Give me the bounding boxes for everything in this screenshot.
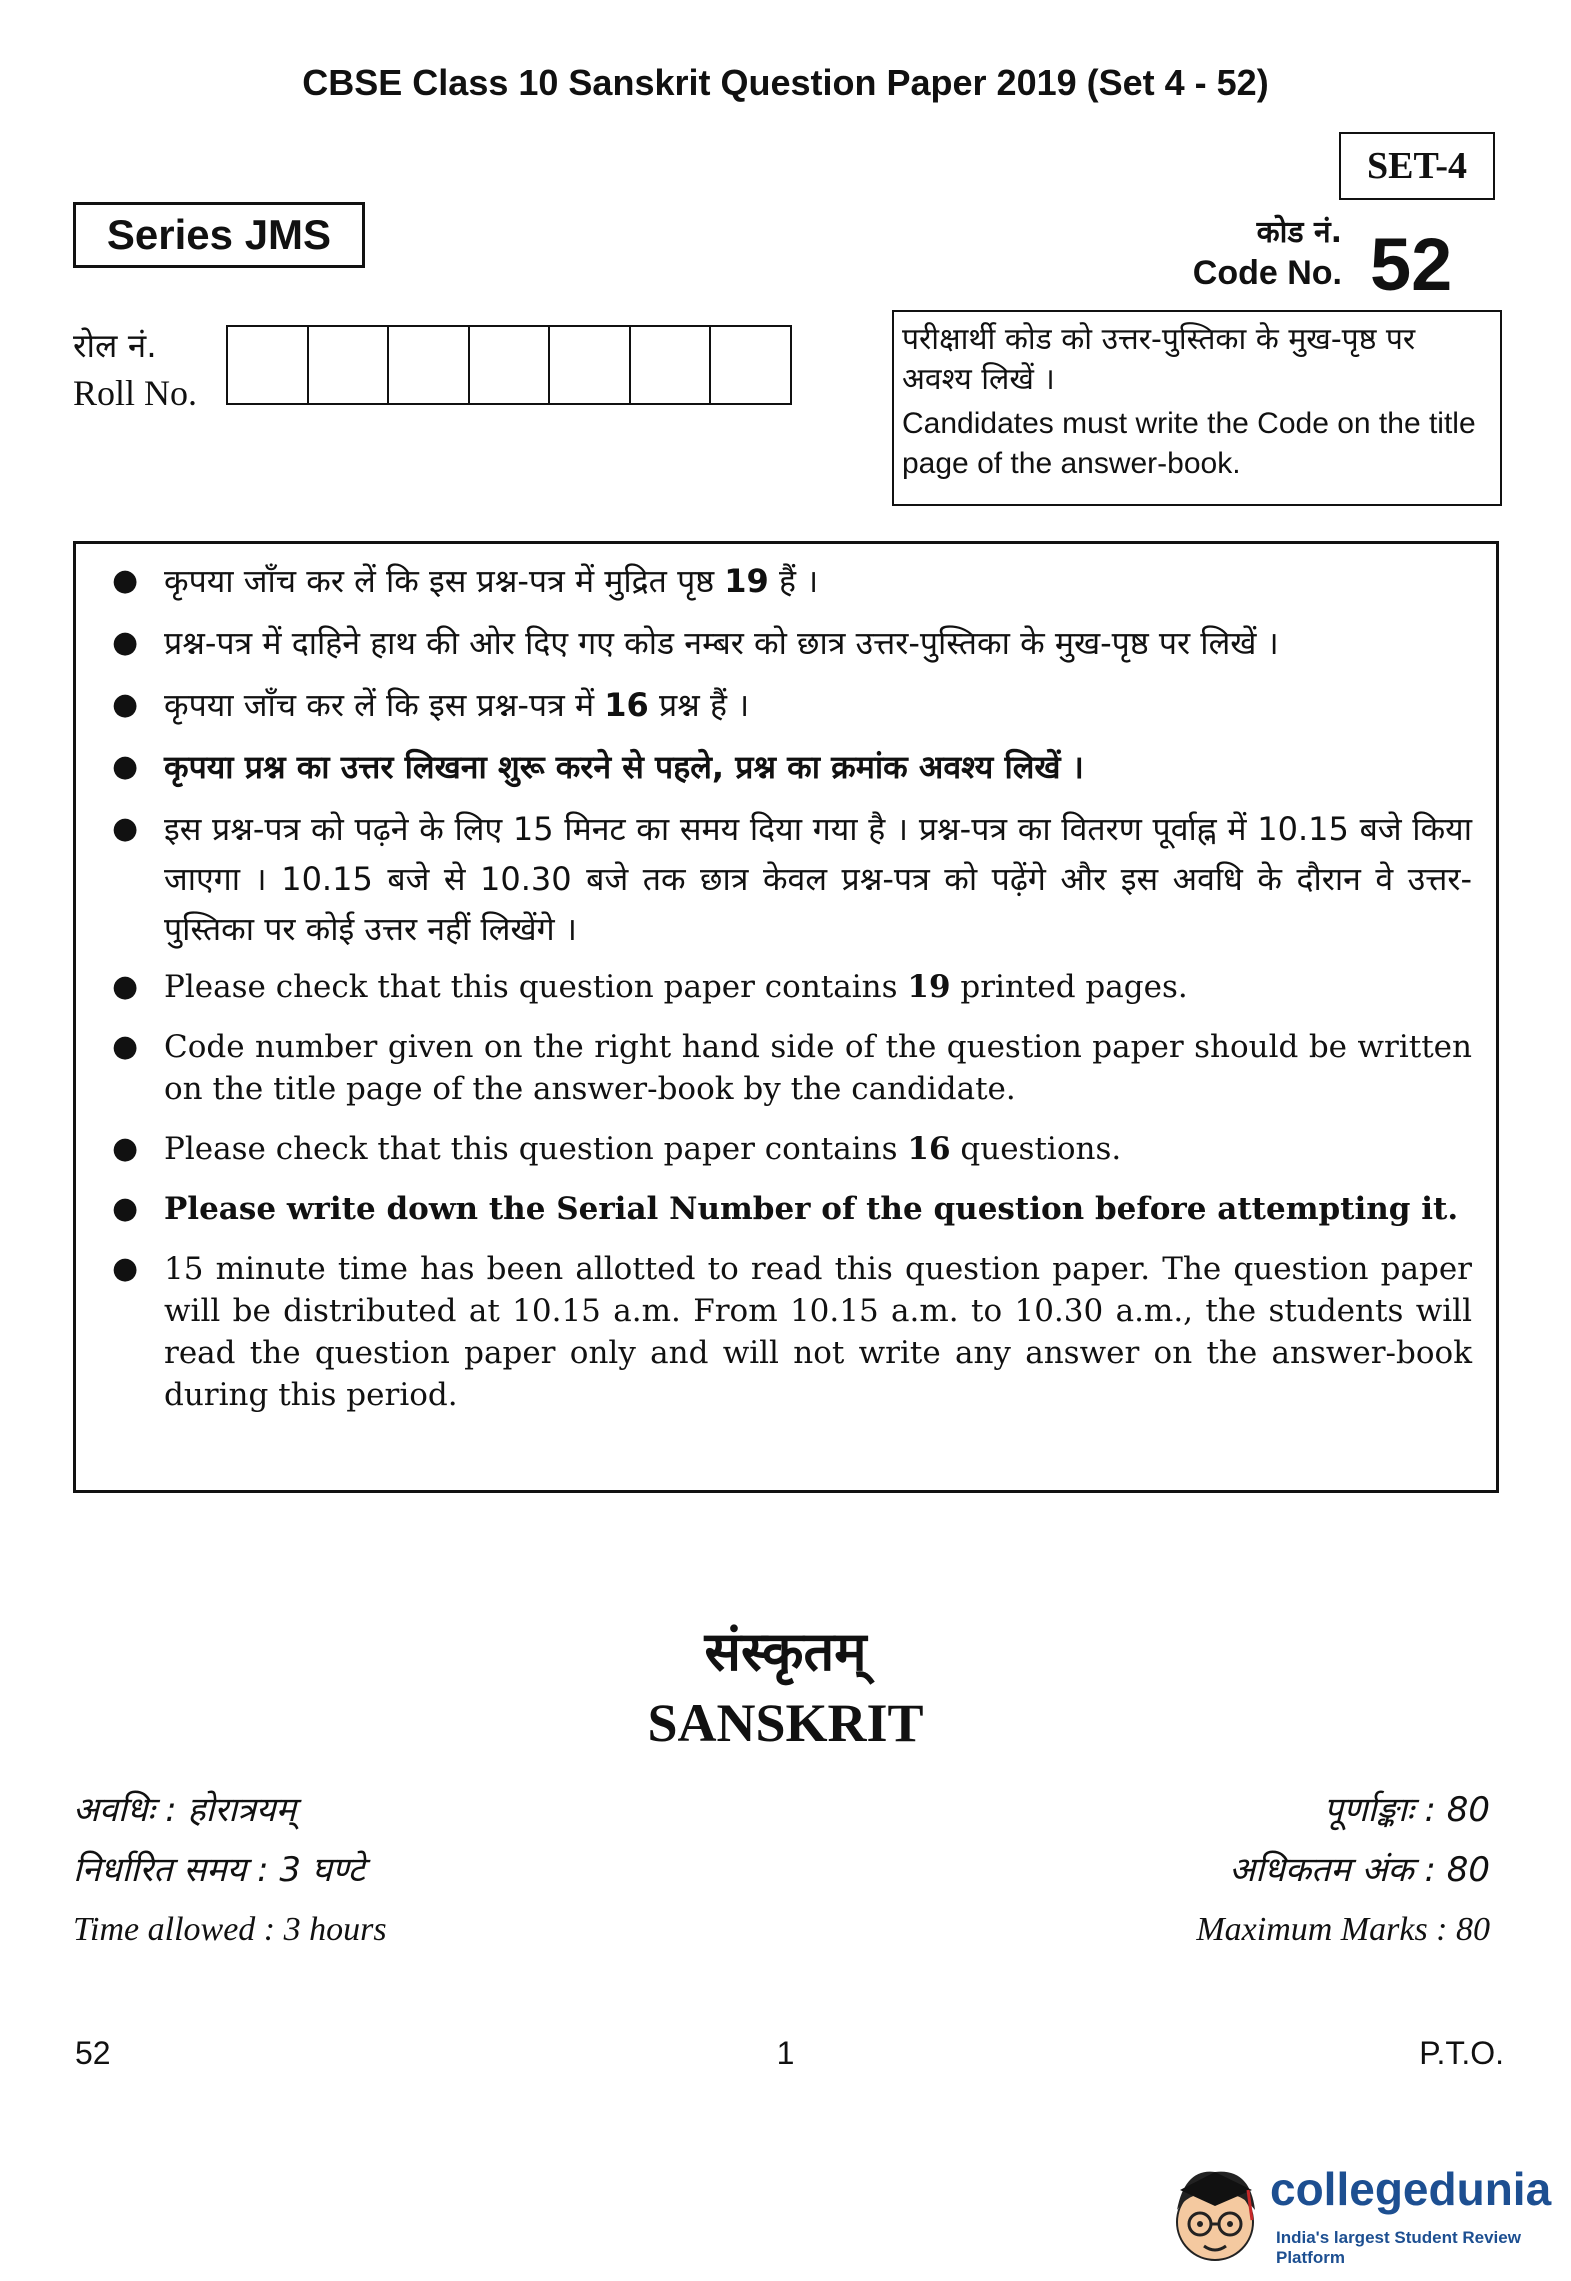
maximum-marks-block (1000, 1780, 1490, 1960)
instruction-text: प्रश्न-पत्र में दाहिने हाथ की ओर दिए गए कोड नम्बर को छात्र उत्तर-पुस्तिका के मुख-पृष्ठ पर लिखें । (164, 624, 1279, 662)
duration-hindi: निर्धारित समय : 3 घण्टे (73, 1850, 365, 1890)
marks-english: Maximum Marks : 80 (1196, 1911, 1490, 1948)
code-number: 52 (1370, 223, 1453, 306)
instruction-number: 19 (907, 969, 951, 1005)
roll-cell[interactable] (631, 327, 712, 403)
instructions-box (73, 541, 1499, 1493)
instruction-en-reading-time (98, 1248, 1472, 1416)
instruction-text: questions. (950, 1131, 1122, 1167)
footer-code: 52 (75, 2035, 111, 2071)
code-label-english: Code No. (1192, 254, 1342, 292)
instruction-en-code (98, 1026, 1472, 1110)
bullet-icon: ● (112, 1029, 139, 1064)
roll-label-hindi: रोल नं. (73, 326, 157, 365)
collegedunia-logo-text: collegedunia (1270, 2163, 1552, 2215)
bullet-icon: ● (112, 1191, 139, 1226)
instruction-number: 16 (604, 686, 649, 724)
bullet-icon: ● (112, 811, 139, 846)
instruction-hi-pages (98, 556, 1472, 606)
candidate-note-english: Candidates must write the Code on the title page of the answer-book. (902, 407, 1476, 480)
instruction-text: 15 minute time has been allotted to read this question paper. The question paper will be distributed at 10.15 a.m. From 10.15 a.m. to 10.30 a.m., the students will read the question paper only and will not write any answer on the answer-book during this period. (164, 1251, 1472, 1413)
instruction-number: 19 (724, 562, 769, 600)
instruction-text: हैं । (768, 562, 819, 600)
footer-pto: P.T.O. (1419, 2035, 1504, 2071)
roll-cell[interactable] (470, 327, 551, 403)
bullet-icon: ● (112, 687, 139, 722)
subject-title-hindi: संस्कृतम् (704, 1620, 867, 1683)
instruction-text: कृपया जाँच कर लें कि इस प्रश्न-पत्र में (164, 686, 605, 724)
instruction-text: printed pages. (950, 969, 1188, 1005)
instruction-en-serial (98, 1188, 1472, 1230)
candidate-note-hindi: परीक्षार्थी कोड को उत्तर-पुस्तिका के मुख-पृष्ठ पर अवश्य लिखें । (902, 322, 1416, 397)
subject-title-english: SANSKRIT (647, 1693, 924, 1753)
roll-cell[interactable] (228, 327, 309, 403)
roll-label-english: Roll No. (73, 373, 198, 413)
instruction-text: Code number given on the right hand side of the question paper should be written on the title page of the answer-book by the candidate. (164, 1029, 1472, 1107)
collegedunia-tagline: India's largest Student Review Platform (1276, 2228, 1521, 2267)
series-label-box (73, 202, 365, 268)
collegedunia-mascot-icon (1160, 2150, 1270, 2270)
roll-cell[interactable] (550, 327, 631, 403)
candidate-note-box (892, 310, 1502, 506)
instruction-text: कृपया प्रश्न का उत्तर लिखना शुरू करने से पहले, प्रश्न का क्रमांक अवश्य लिखें । (164, 748, 1084, 786)
instruction-en-questions (98, 1128, 1472, 1170)
marks-hindi: अधिकतम अंक : 80 (1229, 1850, 1490, 1890)
instruction-text: Please check that this question paper contains (164, 969, 908, 1005)
bullet-icon: ● (112, 1251, 139, 1286)
roll-cell[interactable] (309, 327, 390, 403)
instruction-number: 16 (907, 1131, 951, 1167)
set-label: SET-4 (1367, 145, 1467, 187)
instruction-hi-questions (98, 680, 1472, 730)
bullet-icon: ● (112, 563, 139, 598)
instruction-en-pages (98, 966, 1472, 1008)
footer-page-number: 1 (776, 2035, 795, 2071)
bullet-icon: ● (112, 969, 139, 1004)
instruction-hi-code (98, 618, 1472, 668)
roll-number-grid (226, 325, 792, 405)
instruction-text: Please check that this question paper contains (164, 1131, 908, 1167)
instruction-hi-serial (98, 742, 1472, 792)
code-label-hindi: कोड नं. (1256, 215, 1342, 250)
bullet-icon: ● (112, 1131, 139, 1166)
instruction-text: कृपया जाँच कर लें कि इस प्रश्न-पत्र में मुद्रित पृष्ठ (164, 562, 725, 600)
roll-cell[interactable] (711, 327, 790, 403)
set-label-box (1339, 132, 1495, 200)
bullet-icon: ● (112, 749, 139, 784)
bullet-icon: ● (112, 625, 139, 660)
page-title: CBSE Class 10 Sanskrit Question Paper 2019 (Set 4 - 52) (302, 62, 1269, 103)
marks-sanskrit: पूर्णाङ्काः : 80 (1323, 1790, 1490, 1830)
instruction-text: प्रश्न हैं । (648, 686, 750, 724)
instruction-text: Please write down the Serial Number of the question before attempting it. (164, 1191, 1459, 1227)
roll-cell[interactable] (389, 327, 470, 403)
time-allowed-block (73, 1780, 387, 1960)
duration-english: Time allowed : 3 hours (73, 1911, 387, 1948)
instruction-text: इस प्रश्न-पत्र को पढ़ने के लिए 15 मिनट का समय दिया गया है । प्रश्न-पत्र का वितरण पूर्वाह्न में 10.15 बजे किया जाएगा । 10.15 बजे से 10.30 बजे तक छात्र केवल प्रश्न-पत्र को पढ़ेंगे और इस अवधि के दौरान वे उत्तर-पुस्तिका पर कोई उत्तर नहीं लिखेंगे । (164, 810, 1472, 948)
duration-sanskrit: अवधिः : होरात्रयम् (73, 1790, 296, 1830)
series-label: Series JMS (106, 211, 332, 258)
instruction-hi-reading-time (98, 804, 1472, 954)
